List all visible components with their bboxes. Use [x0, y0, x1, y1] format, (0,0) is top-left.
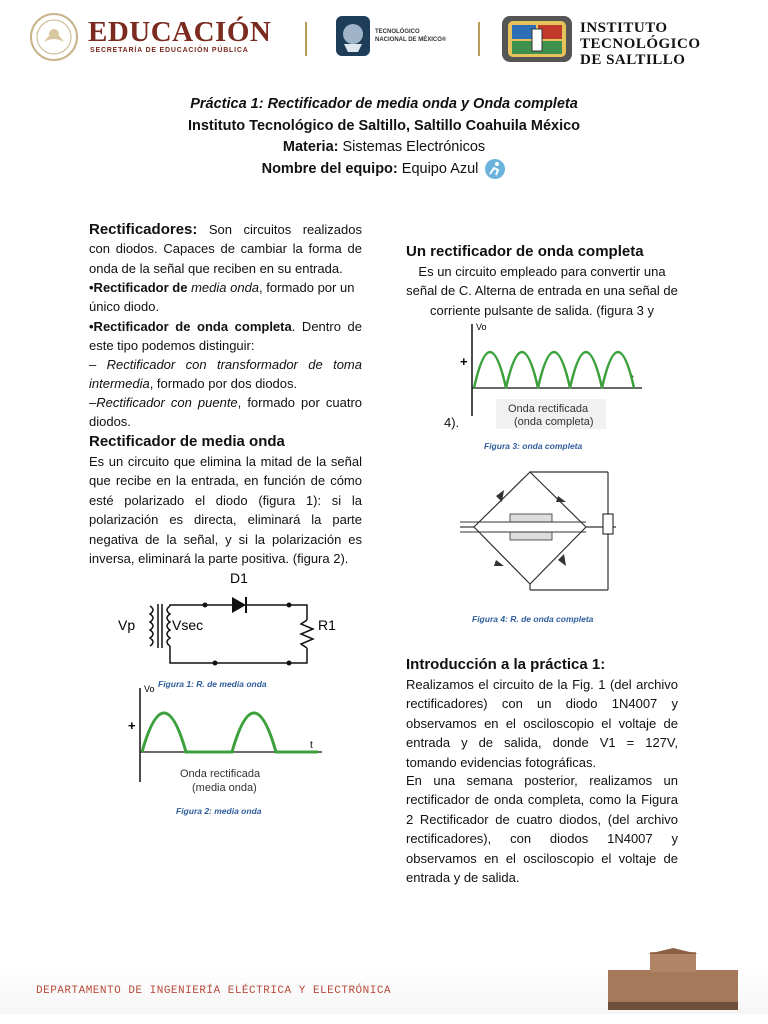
title-line-2: Instituto Tecnológico de Saltillo, Saltillo Coahuila México — [187, 118, 581, 134]
header-divider-2 — [478, 22, 480, 56]
educacion-title: EDUCACIÓN — [88, 16, 272, 48]
rectificadores-intro: Son circuitos realizados con diodos. Capaces de cambiar la forma de onda de la señal que reciben en su entrada. — [89, 222, 362, 276]
header-divider — [305, 22, 307, 56]
media-onda-text: Es un circuito que elimina la mitad de la señal que recibe en la entrada, en función de cómo esté polarizado el diodo (figura 1): si la polarización es directa, eliminará la parte negativa de la señal, y si la polarización es inversa, eliminará la parte positiva. (figura 2). — [89, 454, 362, 567]
half-wave-line1: Onda rectificada — [180, 768, 261, 780]
dash-transformador: – Rectificador con transformador de toma intermedia, formado por dos diodos. — [89, 357, 362, 392]
bullet-onda-completa: •Rectificador de onda completa. Dentro de este tipo podemos distinguir: — [89, 319, 362, 354]
building-image — [608, 948, 738, 1010]
tecnm-text: TECNOLÓGICO NACIONAL DE MÉXICO® — [375, 29, 447, 43]
team-icon — [484, 158, 506, 180]
figure-3-caption: Figura 3: onda completa — [484, 441, 583, 451]
fig3-plus-label: + — [460, 354, 468, 369]
its-crest-logo — [500, 14, 574, 64]
dash-puente: –Rectificador con puente, formado por cuatro diodos. — [89, 395, 363, 430]
figure-2-caption: Figura 2: media onda — [176, 806, 262, 816]
materia-label: Materia: — [282, 139, 339, 155]
materia-line — [0, 137, 768, 157]
intro-paragraph-1: Realizamos el circuito de la Fig. 1 (del archivo rectificadores) con un diodo 1N4007 y observamos en el osciloscopio el voltaje de entrada y de salida, donde V1 = 127V, tomando evidencias fotográficas. — [406, 677, 678, 770]
figure-4-caption: Figura 4: R. de onda completa — [472, 614, 594, 624]
equipo-value: Equipo Azul — [401, 160, 479, 177]
half-wave-line2: (media onda) — [192, 782, 257, 794]
its-name: INSTITUTO TECNOLÓGICO DE SALTILLO — [580, 20, 701, 68]
figure-1-caption: Figura 1: R. de media onda — [158, 679, 267, 689]
figure-1-circuit — [112, 568, 352, 680]
materia-value: Sistemas Electrónicos — [342, 139, 486, 155]
full-wave-text-end: 4). — [444, 415, 460, 430]
title-line-1: Práctica 1: Rectificador de media onda y Onda completa — [190, 96, 578, 112]
tecnm-logo — [334, 14, 372, 58]
intro-heading: Introducción a la práctica 1: — [406, 656, 606, 673]
full-wave-text: Es un circuito empleado para convertir una señal de C. Alterna de entrada en una señal de corriente pulsante de salida. (figura 3 y — [406, 264, 678, 318]
mexico-seal-logo — [28, 12, 80, 62]
vsec-label: Vsec — [172, 617, 204, 633]
figure-2-graph — [122, 682, 332, 800]
vp-label: Vp — [118, 617, 136, 633]
sep-subtitle: SECRETARÍA DE EDUCACIÓN PÚBLICA — [90, 47, 249, 54]
media-onda-heading: Rectificador de media onda — [89, 433, 285, 450]
vo-label: Vo — [144, 684, 155, 694]
fig3-vo-label: Vo — [476, 322, 487, 332]
plus-label: + — [128, 718, 136, 733]
rectificadores-heading: Rectificadores: — [89, 221, 198, 238]
t-label: t — [310, 740, 313, 751]
full-wave-line1: Onda rectificada — [508, 403, 589, 415]
fig3-t-label: t — [631, 374, 634, 385]
bullet-media-onda: •Rectificador de media onda, formado por un único diodo. — [89, 280, 355, 315]
figure-4-circuit — [458, 462, 628, 602]
equipo-label: Nombre del equipo: — [261, 160, 398, 177]
rectificadores-paragraph — [89, 220, 362, 278]
r1-label: R1 — [318, 617, 336, 633]
intro-paragraph-2: En una semana posterior, realizamos un rectificador de onda completa, como la Figura 2 Rectificador de cuatro diodos, (del archivo rectificadores), con diodos 1N4007 y observamos en el osciloscopio el voltaje de entrada y de salida. — [406, 773, 678, 886]
figure-3-graph — [456, 320, 656, 432]
full-wave-heading: Un rectificador de onda completa — [406, 243, 644, 260]
d1-label: D1 — [230, 570, 248, 586]
department-footer: DEPARTAMENTO DE INGENIERÍA ELÉCTRICA Y ELECTRÓNICA — [36, 985, 392, 997]
equipo-line — [0, 158, 768, 180]
full-wave-line2: (onda completa) — [514, 416, 594, 428]
